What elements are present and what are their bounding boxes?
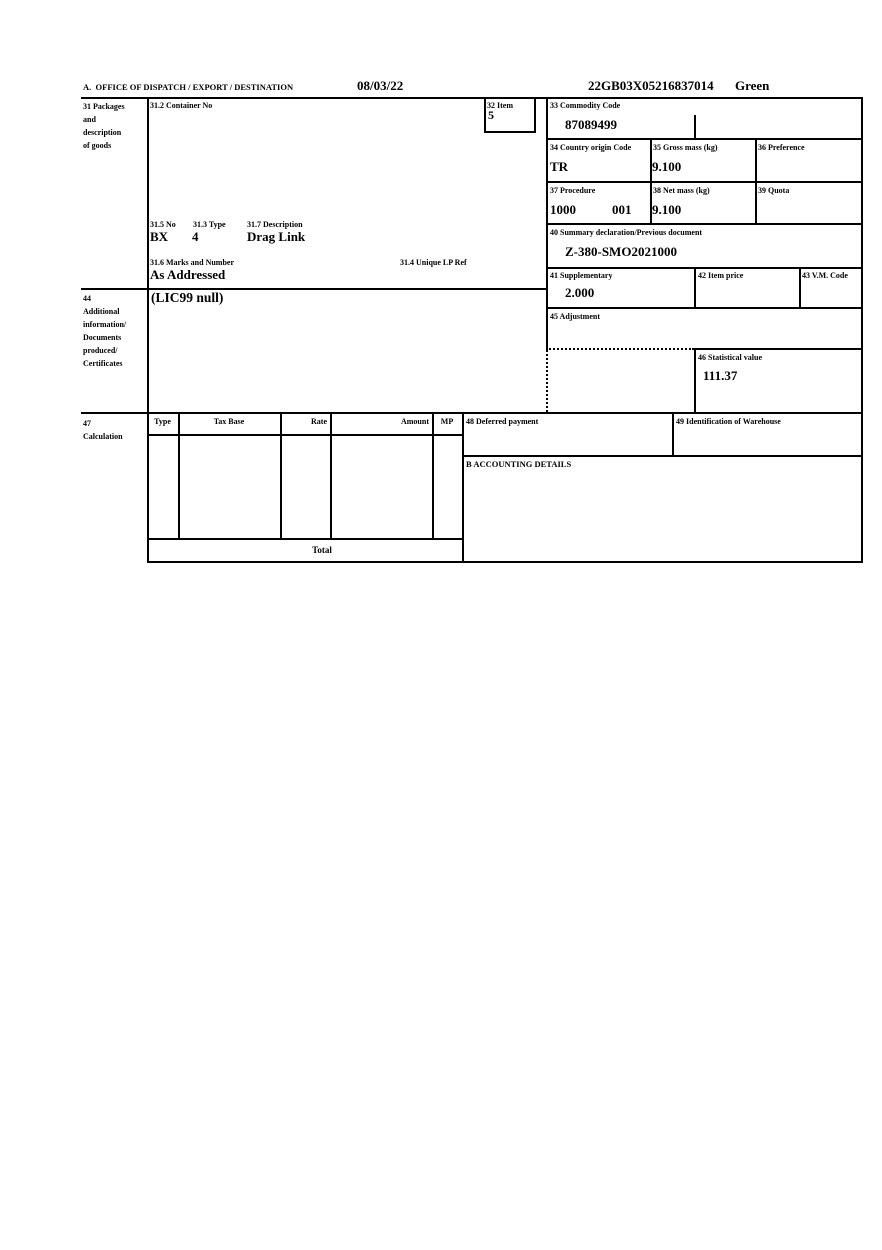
summary-declaration-value: Z-380-SMO2021000 <box>565 244 677 259</box>
dotted-border-line <box>546 348 694 350</box>
commodity-code-value: 87089499 <box>565 117 617 132</box>
supplementary-units-value: 2.000 <box>565 285 595 300</box>
box47-caption <box>83 417 123 443</box>
column-header-type: Type <box>154 417 171 426</box>
procedure-value-2: 001 <box>612 202 632 217</box>
column-header-tax-base: Tax Base <box>213 417 245 426</box>
office-of-dispatch-heading: A. OFFICE OF DISPATCH / EXPORT / DESTINATION <box>83 82 294 92</box>
gross-mass-value: 9.100 <box>652 159 682 174</box>
border-line <box>147 434 462 436</box>
unique-lp-ref-label: 31.4 Unique LP Ref <box>400 258 467 267</box>
marks-and-number-label: 31.6 Marks and Number <box>150 258 235 267</box>
movement-reference-number: 22GB03X05216837014 <box>588 78 714 93</box>
box31-caption <box>83 100 125 152</box>
border-line <box>81 97 863 99</box>
deferred-payment-label: 48 Deferred payment <box>466 417 539 426</box>
border-line <box>147 538 462 540</box>
box44-caption-line: Certificates <box>83 359 123 368</box>
commodity-code-separator-tick <box>694 115 696 138</box>
box47-caption-line: Calculation <box>83 432 123 441</box>
gross-mass-label: 35 Gross mass (kg) <box>653 143 718 152</box>
border-line <box>280 412 282 540</box>
box44-caption-line: Additional <box>83 307 120 316</box>
total-label: Total <box>312 545 332 555</box>
preference-label: 36 Preference <box>758 143 805 152</box>
net-mass-value: 9.100 <box>652 202 682 217</box>
packages-no-label: 31.5 No <box>150 220 176 229</box>
border-line <box>462 455 863 457</box>
accounting-details-heading: B ACCOUNTING DETAILS <box>466 459 572 469</box>
marks-and-number-value: As Addressed <box>150 267 226 282</box>
box44-caption-line: produced/ <box>83 346 118 355</box>
border-line <box>799 267 801 307</box>
goods-description-label: 31.7 Description <box>247 220 303 229</box>
column-header-mp: MP <box>440 417 454 426</box>
additional-information-value: (LIC99 null) <box>151 290 224 305</box>
box44-caption-line: 44 <box>83 294 91 303</box>
border-line <box>484 97 486 133</box>
goods-description-value: Drag Link <box>247 229 306 244</box>
procedure-value-1: 1000 <box>550 202 576 217</box>
quota-label: 39 Quota <box>758 186 790 195</box>
border-line <box>546 223 863 225</box>
box31-caption-line: description <box>83 128 122 137</box>
box44-caption-line: information/ <box>83 320 127 329</box>
border-line <box>694 348 696 412</box>
border-line <box>534 97 536 133</box>
column-header-amount: Amount <box>400 417 429 426</box>
border-line <box>178 412 180 540</box>
box31-caption-line: 31 Packages <box>83 102 125 111</box>
country-origin-label: 34 Country origin Code <box>550 143 632 152</box>
net-mass-label: 38 Net mass (kg) <box>653 186 710 195</box>
procedure-label: 37 Procedure <box>550 186 596 195</box>
border-line <box>546 181 863 183</box>
item-price-label: 42 Item price <box>698 271 744 280</box>
border-line <box>330 412 332 540</box>
packages-type-value: 4 <box>192 229 199 244</box>
commodity-code-label: 33 Commodity Code <box>550 101 621 110</box>
acceptance-date: 08/03/22 <box>357 78 404 93</box>
box31-caption-line: of goods <box>83 141 112 150</box>
routing-indicator: Green <box>735 78 770 93</box>
adjustment-label: 45 Adjustment <box>550 312 601 321</box>
border-line <box>484 131 536 133</box>
item-number-value: 5 <box>488 108 494 122</box>
border-line <box>546 138 863 140</box>
border-line <box>546 307 863 309</box>
vm-code-label: 43 V.M. Code <box>802 271 848 280</box>
box44-caption <box>83 292 126 370</box>
border-line <box>672 412 674 457</box>
box31-caption-line: and <box>83 115 96 124</box>
packages-type-label: 31.3 Type <box>193 220 226 229</box>
summary-declaration-label: 40 Summary declaration/Previous document <box>550 228 703 237</box>
border-line <box>81 412 863 414</box>
border-line <box>462 412 464 563</box>
border-line <box>755 138 757 223</box>
box44-caption-line: Documents <box>83 333 122 342</box>
border-line <box>432 412 434 540</box>
column-header-rate: Rate <box>311 417 327 426</box>
border-line <box>147 561 863 563</box>
border-line <box>147 97 149 563</box>
border-line <box>694 267 696 307</box>
statistical-value-label: 46 Statistical value <box>698 353 762 362</box>
container-no-label: 31.2 Container No <box>150 101 213 110</box>
box47-caption-line: 47 <box>83 419 91 428</box>
statistical-value-value: 111.37 <box>703 368 738 383</box>
country-origin-value: TR <box>550 159 569 174</box>
packages-no-value: BX <box>150 229 169 244</box>
item-number-label: 32 Item <box>487 101 513 110</box>
supplementary-units-label: 41 Supplementary <box>550 271 613 280</box>
dotted-border-line <box>546 350 548 412</box>
border-line <box>546 267 863 269</box>
border-line <box>694 348 863 350</box>
warehouse-identification-label: 49 Identification of Warehouse <box>676 417 781 426</box>
border-line <box>861 97 863 563</box>
